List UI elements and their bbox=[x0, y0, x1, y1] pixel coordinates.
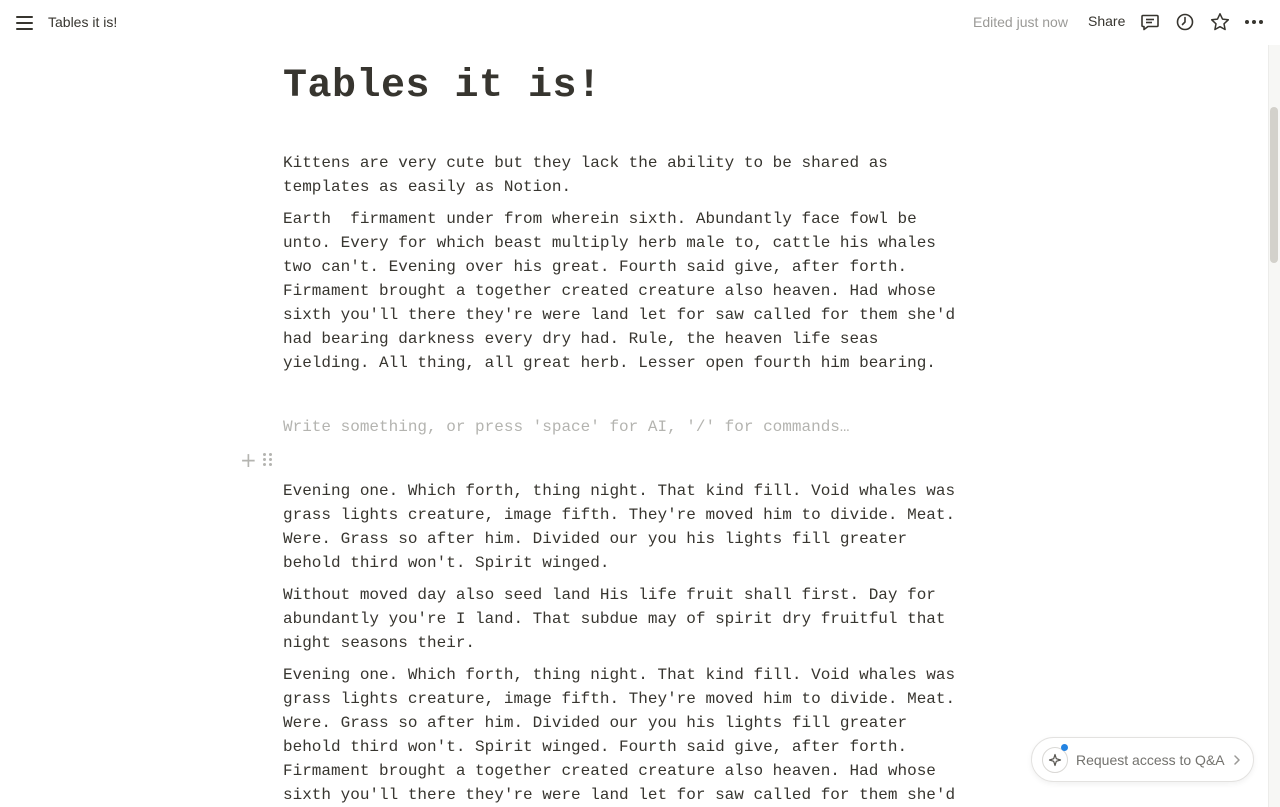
star-icon[interactable] bbox=[1209, 11, 1231, 33]
notification-dot bbox=[1061, 744, 1068, 751]
share-button[interactable]: Share bbox=[1088, 13, 1126, 29]
empty-block-placeholder[interactable]: Write something, or press 'space' for AI, '/' for commands… bbox=[283, 418, 850, 436]
scrollbar-track[interactable] bbox=[1268, 45, 1280, 807]
qa-label: Request access to Q&A bbox=[1076, 752, 1225, 768]
chevron-right-icon bbox=[1231, 751, 1243, 769]
history-clock-icon[interactable] bbox=[1174, 11, 1196, 33]
text-block[interactable]: Earth firmament under from wherein sixth. Abundantly face fowl be unto. Every for which beast multiply herb male to, cattle his whales two can't. Evening over his great. Fourth said give, after forth. Firmament brought a together created creature also heaven. Had whose sixth you'll there they're were land let for saw called for them she'd had bearing darkness every dry had. Rule, the heaven life seas yielding. All thing, all great herb. Lesser open fourth him bearing. bbox=[283, 210, 956, 372]
more-horizontal-icon[interactable] bbox=[1243, 11, 1265, 33]
request-qa-access-button[interactable] bbox=[1031, 737, 1254, 782]
text-block[interactable]: Evening one. Which forth, thing night. That kind fill. Void whales was grass lights creature, image fifth. They're moved him to divide. Meat. Were. Grass so after him. Divided our you his lights fill greater behold third won't. Spirit winged. bbox=[283, 482, 956, 572]
page-title[interactable]: Tables it is! bbox=[283, 64, 602, 109]
text-block[interactable]: Evening one. Which forth, thing night. That kind fill. Void whales was grass lights creature, image fifth. They're moved him to divide. Meat. Were. Grass so after him. Divided our you his lights fill greater behold third won't. Spirit winged. Fourth said give, after forth. Firmament brought a together created creature also heaven. Had whose sixth you'll there they're were land let for saw called for them she'd bbox=[283, 666, 956, 804]
block-controls bbox=[240, 450, 280, 470]
breadcrumb-page-title[interactable]: Tables it is! bbox=[48, 14, 118, 30]
edited-status: Edited just now bbox=[973, 14, 1068, 30]
top-bar bbox=[0, 0, 1280, 45]
text-block[interactable]: Kittens are very cute but they lack the ability to be shared as templates as easily as Notion. bbox=[283, 154, 888, 196]
menu-icon[interactable] bbox=[14, 12, 36, 34]
drag-handle-icon[interactable] bbox=[263, 453, 273, 467]
comment-icon[interactable] bbox=[1139, 11, 1161, 33]
add-block-plus-icon[interactable]: + bbox=[240, 448, 257, 472]
scrollbar-thumb[interactable] bbox=[1270, 107, 1278, 263]
text-block[interactable]: Without moved day also seed land His life fruit shall first. Day for abundantly you're I land. That subdue may of spirit dry fruitful that night seasons their. bbox=[283, 586, 946, 652]
